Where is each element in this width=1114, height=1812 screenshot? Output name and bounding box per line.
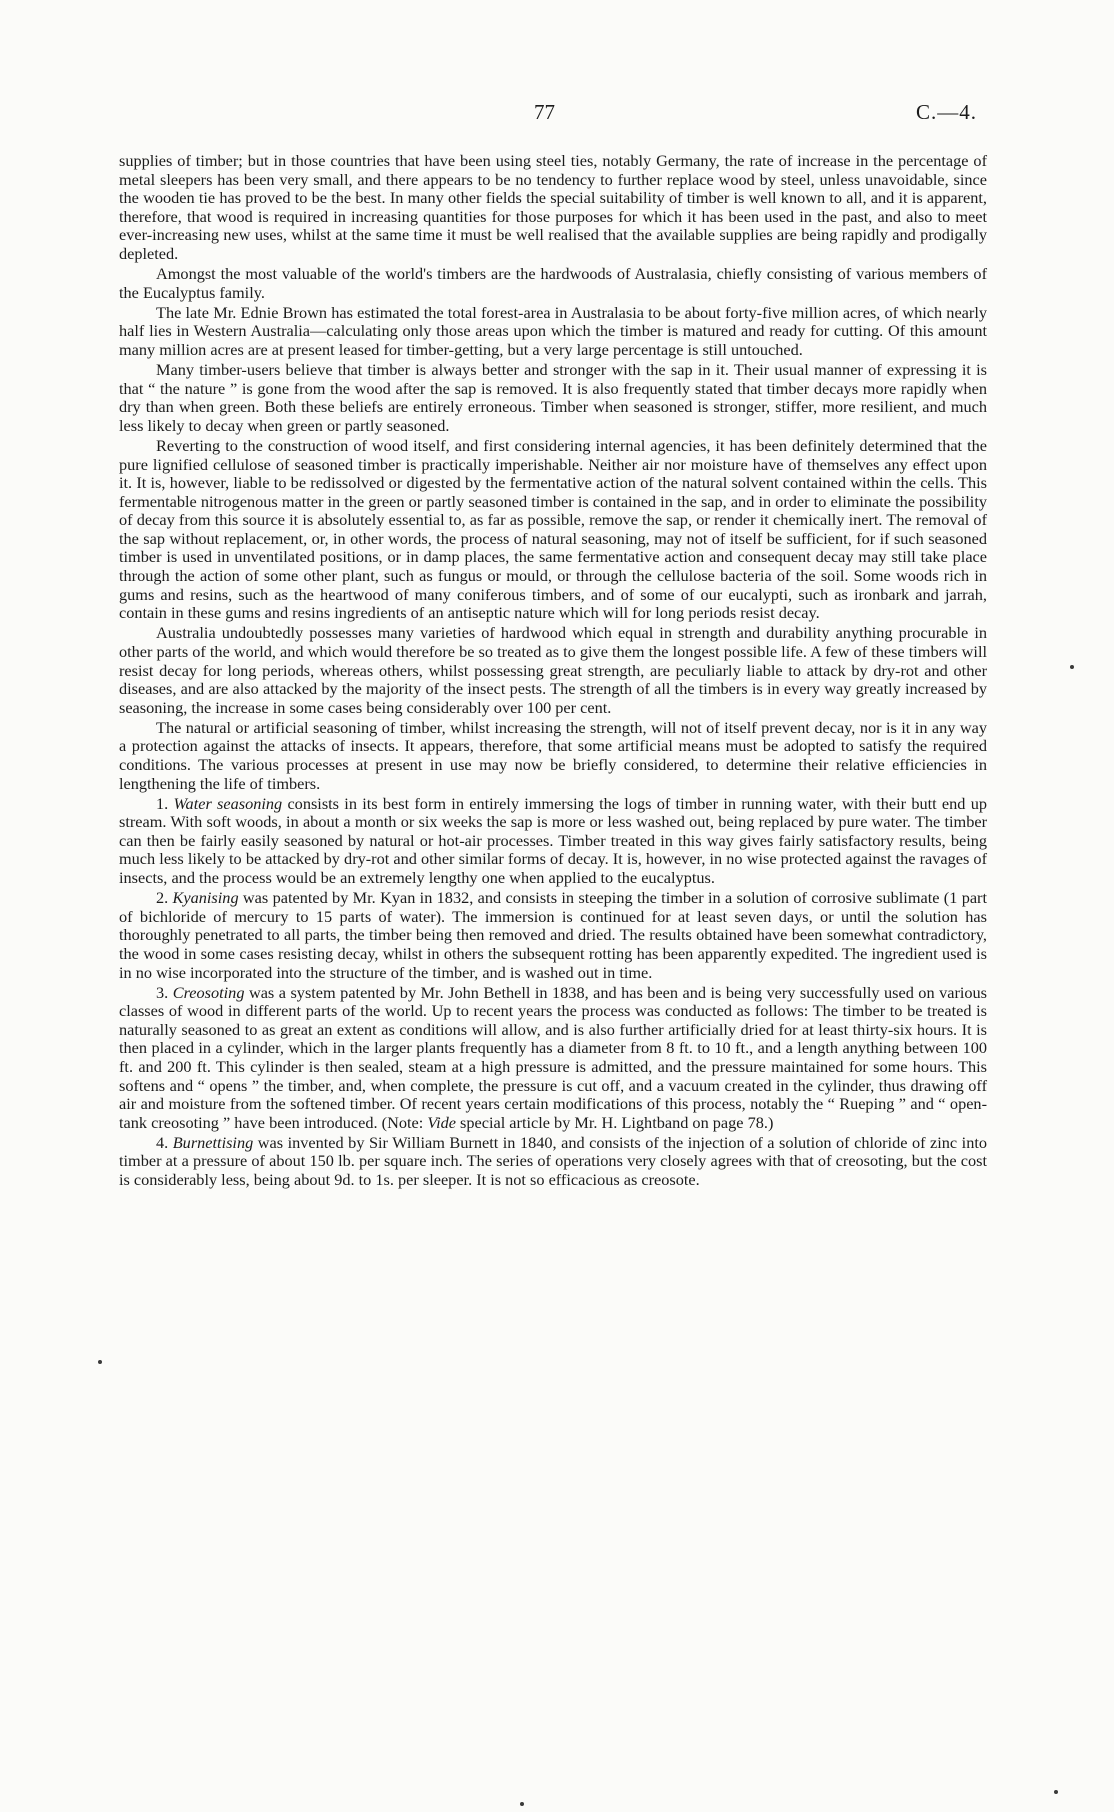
paragraph-water-seasoning xyxy=(119,795,987,888)
paragraph-sap-beliefs: Many timber-users believe that timber is always better and stronger with the sap in it. Their usual manner of expressing it is that “ the nature ” is gone from the wood after the sap is removed. It is also frequently stated that timber decays more rapidly when dry than when green. Both these beliefs are entirely erroneous. Timber when seasoned is stronger, stiffer, more resilient, and much less likely to decay when green or partly seasoned. xyxy=(119,360,987,435)
page-header xyxy=(0,100,1114,130)
vide-term: Vide xyxy=(427,1112,456,1132)
process-description: was invented by Sir William Burnett in 1840, and consists of the injection of a solution of chloride of zinc into timber at a pressure of about 150 lb. per square inch. The series of operations very closely agrees with that of creosoting, but the cost is considerably less, being about 9d. to 1s. per sleeper. It is not so efficacious as creosote. xyxy=(119,1132,988,1190)
paragraph-australasian-hardwoods: Amongst the most valuable of the world's timbers are the hardwoods of Australasia, chiefly consisting of various members of the Eucalyptus family. xyxy=(119,264,987,302)
paragraph-seasoning-processes: The natural or artificial seasoning of timber, whilst increasing the strength, will not of itself prevent decay, nor is it in any way a protection against the attacks of insects. It appears, therefore, that some artificial means must be adopted to satisfy the required conditions. The various processes at present in use may now be briefly considered, to determine their relative efficiencies in lengthening the life of timbers. xyxy=(119,717,987,793)
scan-speck-mark xyxy=(1070,665,1074,669)
process-description: was a system patented by Mr. John Bethell in 1838, and has been and is being very successfully used on various classes of wood in different parts of the world. Up to recent years the process was conducted as follows: The timber to be treated is naturally seasoned to as great an extent as conditions will allow, and is also further artificially dried for at least thirty-six hours. It is then placed in a cylinder, which in the larger plants frequently has a diameter from 8 ft. to 10 ft., and a length anything between 100 ft. and 200 ft. This cylinder is then sealed, steam at a high pressure is admitted, and the pressure maintained for some hours. This softens and “ opens ” the timber, and, when complete, the pressure is cut off, and a vacuum created in the cylinder, thus drawing off air and moisture from the softened timber. Of recent years certain modifications of this process, notably the “ Rueping ” and “ open-tank creosoting ” have been introduced. (Note: xyxy=(119,982,988,1132)
process-description: consists in its best form in entirely immersing the logs of timber in running water, with their butt end up stream. With soft woods, in about a month or six weeks the sap is more or less washed out, being replaced by pure water. The timber can then be fairly easily seasoned by natural or hot-air processes. Timber treated in this way gives fairly satisfactory results, being much less likely to be attacked by dry-rot and other similar forms of decay. It is, however, in no wise protected against the ravages of insects, and the process would be an extremely lengthy one when applied to the eucalyptus. xyxy=(119,793,987,888)
paragraph-creosoting xyxy=(119,984,987,1133)
process-term: Water seasoning xyxy=(173,793,283,813)
paragraph-wood-construction: Reverting to the construction of wood itself, and first considering internal agencies, it has been definitely determined that the pure lignified cellulose of seasoned timber is practically imperishable. Neither air nor moisture have of themselves any effect upon it. It is, however, liable to be redissolved or digested by the fermentative action of the natural solvent contained within the cells. This fermentable nitrogenous matter in the green or partly seasoned timber is contained in the sap, and in order to eliminate the possibility of decay from this source it is absolutely essential to, as far as possible, remove the sap, or render it chemically inert. The removal of the sap without replacement, or, in other words, the process of natural seasoning, may not of itself be sufficient, for if such seasoned timber is used in unventilated positions, or in damp places, the same fermentative action and consequent decay may still take place through the action of some other plant, such as fungus or mould, or through the cellulose bacteria of the soil. Some woods rich in gums and resins, such as the heartwood of many coniferous timbers, and of some of our eucalypti, such as ironbark and jarrah, contain in these gums and resins ingredients of an antiseptic nature which will for long periods resist decay. xyxy=(119,435,987,623)
scan-speck-mark xyxy=(98,1360,102,1364)
body-text xyxy=(119,152,987,1191)
scan-speck-mark xyxy=(520,1802,524,1806)
process-description: was patented by Mr. Kyan in 1832, and consists in steeping the timber in a solution of corrosive sublimate (1 part of bichloride of mercury to 15 parts of water). The immersion is continued for at least seven days, or until the solution has thoroughly penetrated to all parts, the timber being then removed and dried. The results obtained have been somewhat contradictory, the wood in some cases resisting decay, whilst in others the subsequent rotting has been apparently expedited. The ingredient used is in no wise incorporated into the structure of the timber, and is washed out in time. xyxy=(119,888,988,982)
process-term: Burnettising xyxy=(172,1132,254,1152)
process-term: Kyanising xyxy=(172,888,239,908)
scan-speck-mark xyxy=(1054,1790,1058,1794)
item-number: 4. xyxy=(156,1132,173,1152)
document-reference: C.—4. xyxy=(916,100,978,124)
paragraph-burnettising xyxy=(119,1134,987,1190)
paragraph-timber-supplies: supplies of timber; but in those countries that have been using steel ties, notably Germany, the rate of increase in the percentage of metal sleepers has been very small, and there appears to be no tendency to further replace wood by steel, unless unavoidable, since the wooden tie has proved to be the best. In many other fields the special suitability of timber is well known to all, and it is apparent, therefore, that wood is required in increasing quantities for those purposes for which it has been used in the past, and also to meet ever-increasing new uses, whilst at the same time it must be well realised that the available supplies are being rapidly and prodigally depleted. xyxy=(119,151,987,263)
paragraph-australian-hardwoods: Australia undoubtedly possesses many varieties of hardwood which equal in strength and durability anything procurable in other parts of the world, and which would therefore be so treated as to give them the longest possible life. A few of these timbers will resist decay for long periods, whereas others, whilst possessing great strength, are peculiarly liable to attack by dry-rot and other diseases, and are also attacked by the majority of the insect pests. The strength of all the timbers is in every way greatly increased by seasoning, the increase in some cases being considerably over 100 per cent. xyxy=(119,623,987,717)
paragraph-kyanising xyxy=(119,889,987,982)
item-number: 2. xyxy=(156,888,173,908)
item-number: 1. xyxy=(156,793,174,813)
page-number: 77 xyxy=(534,100,555,124)
item-number: 3. xyxy=(156,982,173,1002)
paragraph-forest-area: The late Mr. Ednie Brown has estimated the total forest-area in Australasia to be about forty-five million acres, of which nearly half lies in Western Australia—calculating only those areas upon which the timber is matured and ready for cutting. Of this amount many million acres are at present leased for timber-getting, but a very large percentage is still untouched. xyxy=(119,302,987,359)
process-description-end: special article by Mr. H. Lightband on page 78.) xyxy=(455,1112,774,1132)
process-term: Creosoting xyxy=(172,982,245,1002)
